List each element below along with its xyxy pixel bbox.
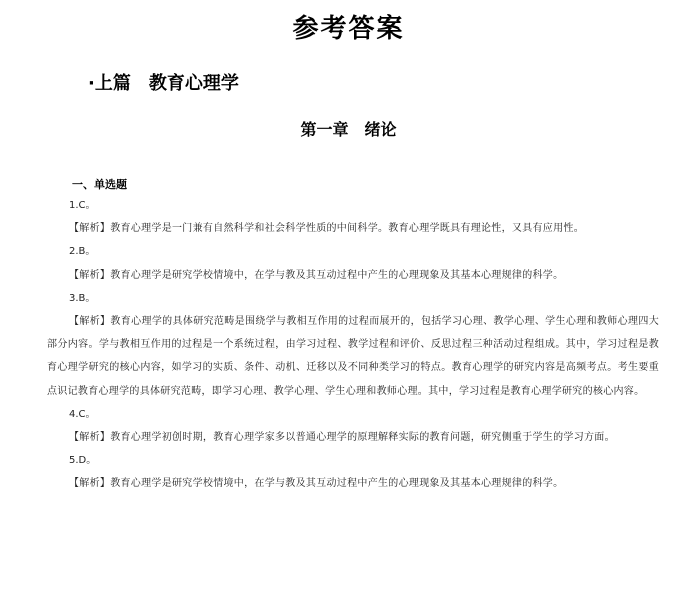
part-heading: ·上篇 教育心理学 (88, 73, 239, 94)
explanation-5: 【解析】教育心理学是研究学校情境中，在学与教及其互动过程中产生的心理现象及其基本心理规律的科学。 (69, 478, 564, 490)
explanation-4: 【解析】教育心理学初创时期，教育心理学家多以普通心理学的原理解释实际的教育问题，研究侧重于学生的学习方面。 (69, 432, 615, 444)
answer-list (47, 194, 659, 496)
explanation-1: 【解析】教育心理学是一门兼有自然科学和社会科学性质的中间科学。教育心理学既具有理论性，又具有应用性。 (69, 223, 584, 235)
answer-4: 4.C。 (69, 408, 96, 420)
section-heading: 一、单选题 (72, 178, 127, 191)
answer-5: 5.D。 (69, 455, 97, 467)
answer-2: 2.B。 (69, 246, 96, 258)
explanation-2: 【解析】教育心理学是研究学校情境中，在学与教及其互动过程中产生的心理现象及其基本心理规律的科学。 (69, 269, 564, 281)
chapter-heading: 第一章 绪论 (300, 120, 397, 139)
answer-3: 3.B。 (69, 292, 96, 304)
page-title: 参考答案 (292, 14, 405, 44)
explanation-3: 【解析】教育心理学的具体研究范畴是围绕学与教相互作用的过程而展开的，包括学习心理、教学心理、学生心理和教师心理四大部分内容。学与教相互作用的过程是一个系统过程，由学习过程、教学过程和评价、反思过程三种活动过程组成。其中，学习过程是教育心理学研究的核心内容，如学习的实质、条件、动机、迁移以及不同种类学习的特点。教育心理学的研究内容是高频考点。考生要重点识记教育心理学的具体研究范畴，即学习心理、教学心理、学生心理和教师心理。其中，学习过程是教育心理学研究的核心内容。 (47, 316, 659, 397)
answer-1: 1.C。 (69, 200, 96, 211)
